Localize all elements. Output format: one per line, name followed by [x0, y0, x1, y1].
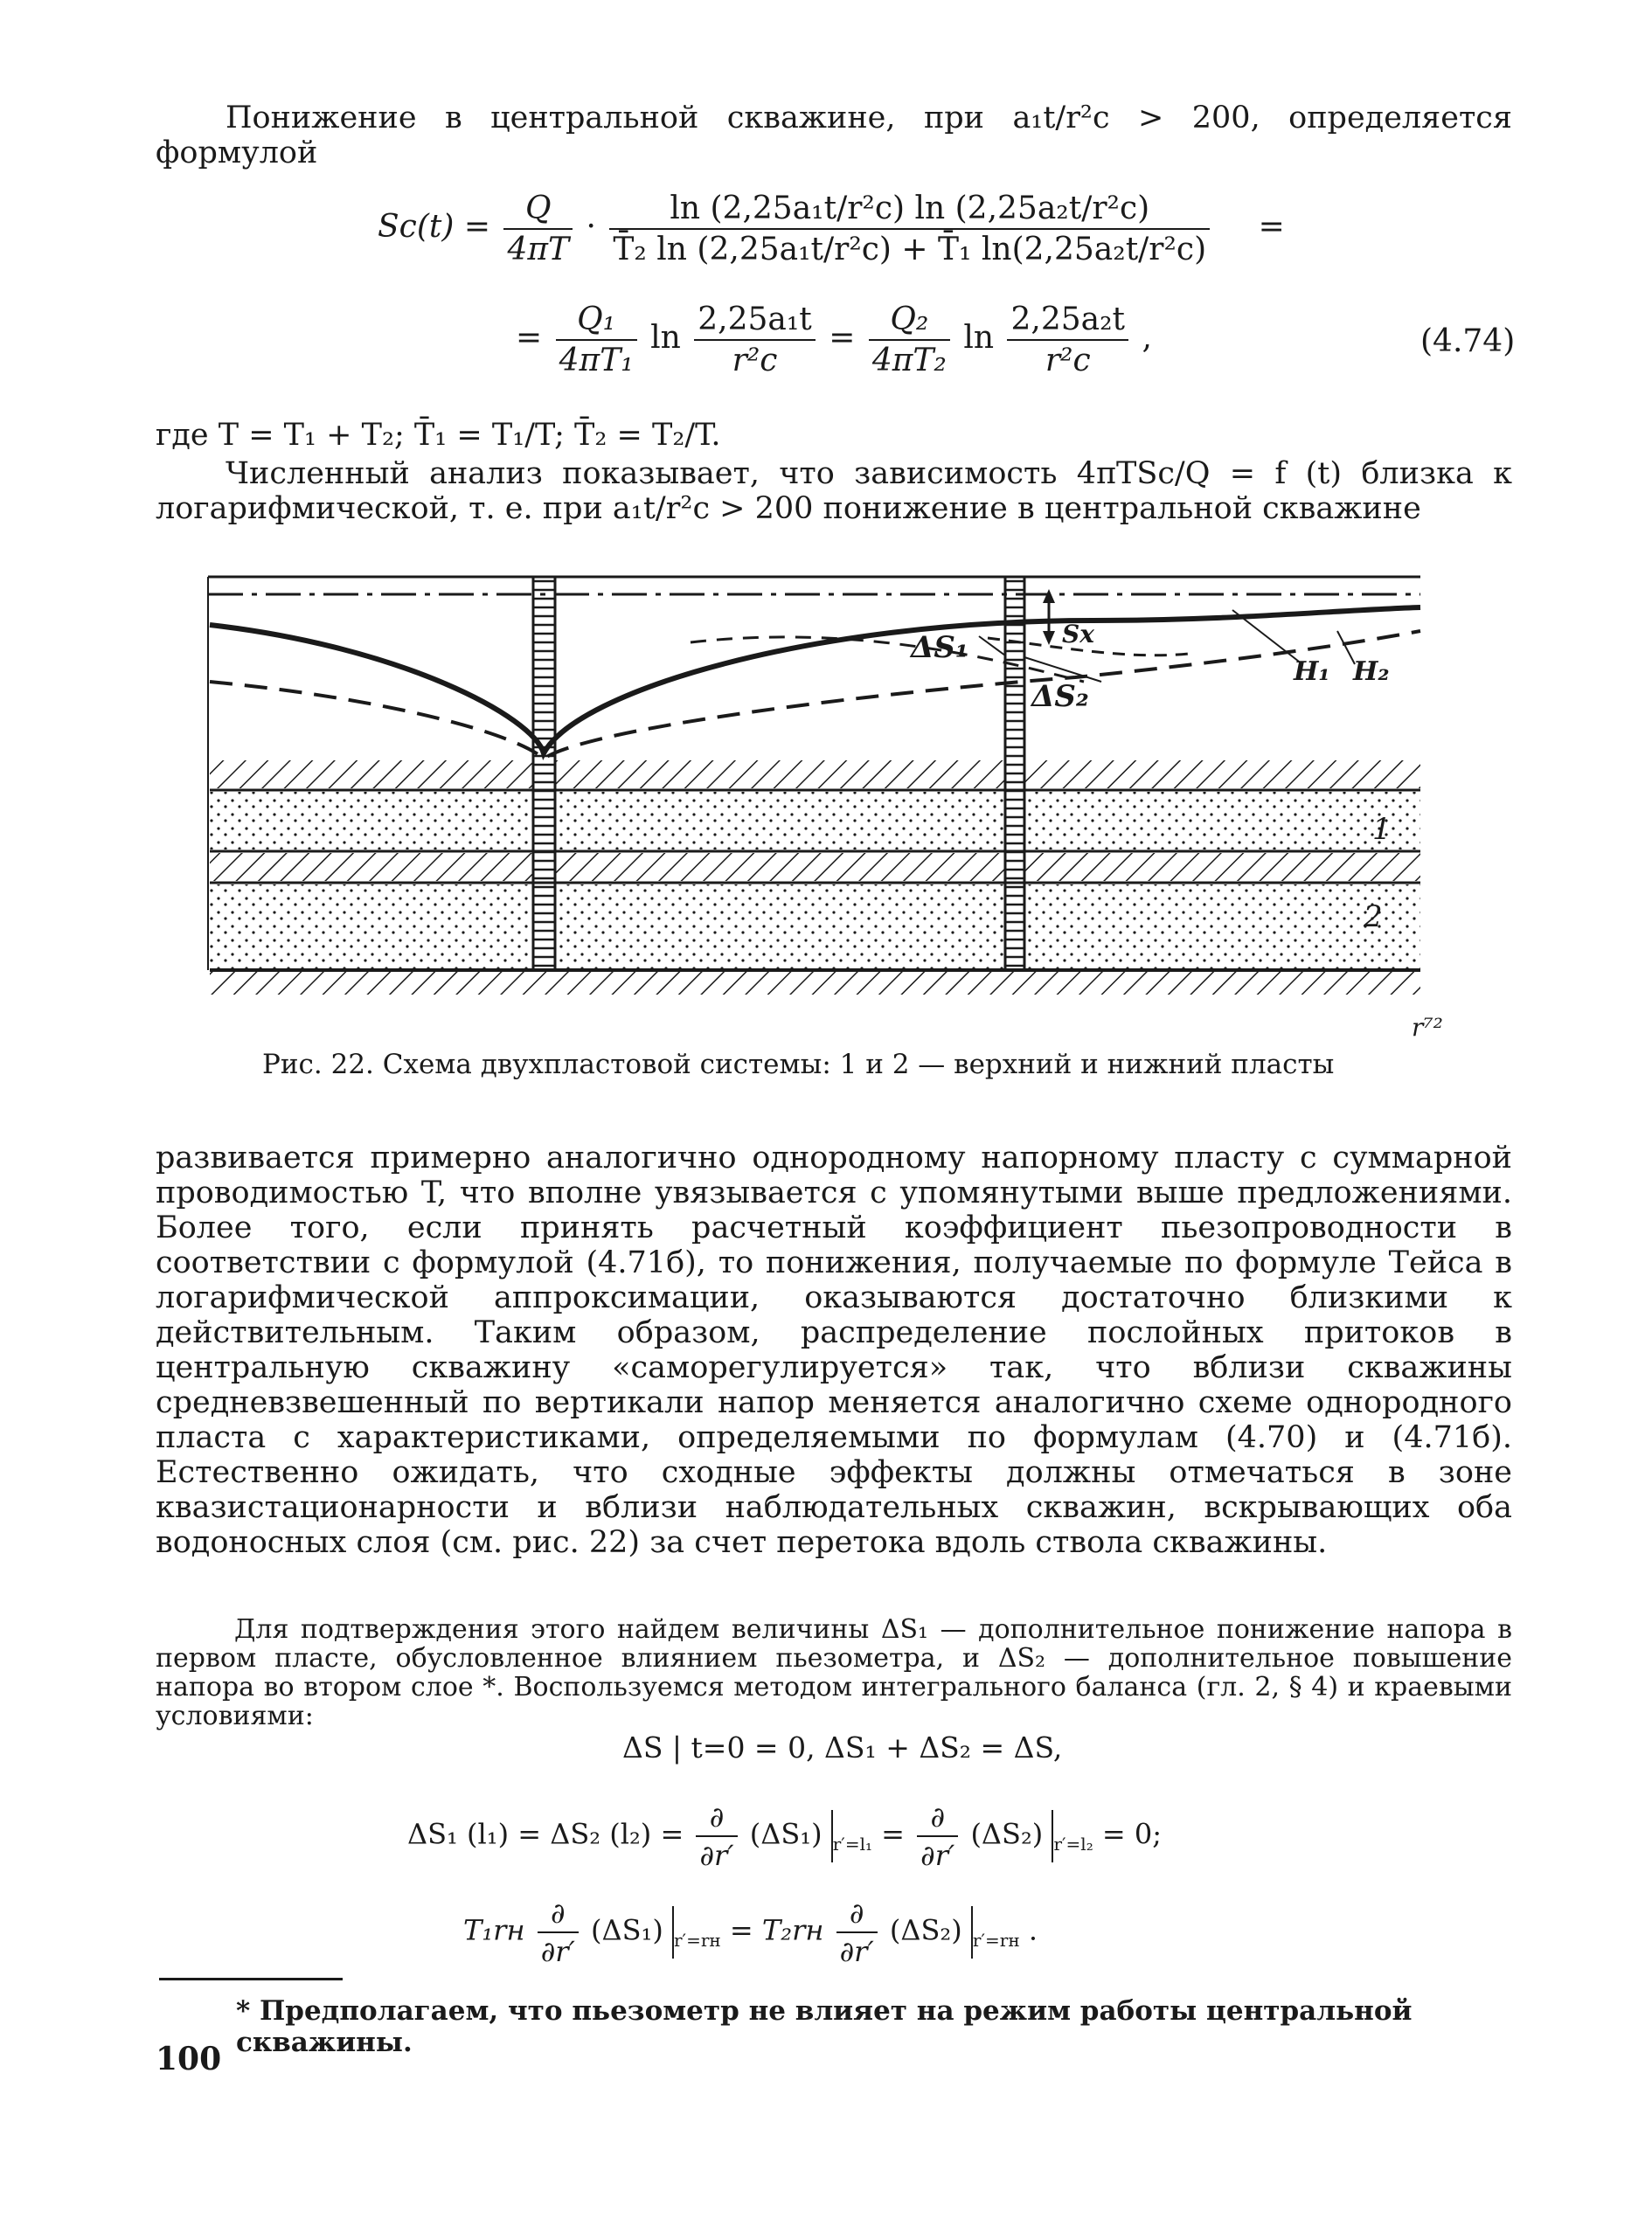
label-delta-s1: ΔS₁ [911, 630, 968, 665]
label-layer-1: 1 [1372, 812, 1392, 847]
eq-frac-q: $\frac{Q}{4\pi T}$ [503, 191, 573, 267]
figure-caption: Рис. 22. Схема двухпластовой системы: 1 и 2 — верхний и нижний пласты [262, 1049, 1335, 1080]
boundary-condition-2: ΔS₁ (l₁) = ΔS₂ (l₂) = $\frac{\partial}{\partial r'}$ (ΔS₁) $_{r'=l_1}$ = $\frac{\partial}{\partial r'}$ (ΔS₂) $_{r'=l_2}$ = 0; [407, 1800, 1163, 1872]
equation-4-74-line2: = $\frac{\text{Q₁}}{\text{4πT₁}}$ ln $\frac{\text{2,25a₁t}}{\text{r²c}}$ = $\frac{\text{Q₂}}{\text{4πT₂}}$ ln $\frac{\text{2,25a₂t}}{\text{r²c}}$ , [516, 302, 1152, 378]
eq-frac-a2: $\frac{\text{2,25a₂t}}{\text{r²c}}$ [1007, 302, 1128, 378]
boundary-condition-1: ΔS | t=0 = 0, ΔS₁ + ΔS₂ = ΔS, [622, 1730, 1063, 1765]
eq-frac-q2: $\frac{\text{Q₂}}{\text{4πT₂}}$ [869, 302, 950, 378]
label-h1: H₁ [1294, 656, 1330, 687]
layer-1 [210, 792, 533, 849]
eq-end: = [1258, 209, 1285, 245]
label-h2: H₂ [1353, 656, 1390, 687]
footnote-rule [159, 1978, 343, 1980]
eq-frac-q1: $\frac{\text{Q₁}}{\text{4πT₁}}$ [556, 302, 637, 378]
footnote: * Предполагаем, что пьезометр не влияет на режим работы центральной скважины. [236, 1995, 1413, 2058]
eq-frac-ln: $\frac{\text{ln (2,25a₁t/r²c) ln (2,25a₂t/r²c)}}{\text{T̄₂ ln (2,25a₁t/r²c) + T̄₁ ln(2,25a₂t/r²c)}}$ [609, 191, 1210, 267]
eq-frac-a1: $\frac{\text{2,25a₁t}}{\text{r²c}}$ [694, 302, 816, 378]
equation-number: (4.74) [1420, 323, 1516, 359]
label-corner: r⁷² [1412, 1013, 1443, 1042]
page-number: 100 [156, 2041, 222, 2077]
eq-lhs: Sc(t) = [378, 209, 490, 245]
numeric-paragraph: Численный анализ показывает, что зависимость 4πTSc/Q = f (t) близка к логарифмической, т. е. при a₁t/r²c > 200 понижение в центральной скважине [156, 456, 1513, 526]
layer-2 [210, 884, 533, 968]
figure-22-diagram [201, 559, 1477, 1057]
small-paragraph: Для подтверждения этого найдем величины ΔS₁ — дополнительное понижение напора в первом пласте, обусловленное влиянием пьезометра, и ΔS₂ — дополнительное повышение напора во втором слое *. Воспользуемся методом интегрального баланса (гл. 2, § 4) и краевыми условиями: [156, 1614, 1512, 1731]
label-sx: Sx [1062, 620, 1094, 648]
main-paragraph: развивается примерно аналогично однородному напорному пласту с суммарной проводимостью T, что вполне увязывается с упомянутыми выше предложениями. Более того, если принять расчетный коэффициент пьезопроводности в соответствии с формулой (4.71б), то понижения, получаемые по формуле Тейса в логарифмической аппроксимации, оказываются достаточно близкими к действительным. Таким образом, распределение послойных притоков в центральную скважину «саморегулируется» так, что вблизи скважины средневзвешенный по вертикали напор меняется аналогично схеме однородного пласта с характеристиками, определяемыми по формулам (4.70) и (4.71б). Естественно ожидать, что сходные эффекты должны отмечаться в зоне квазистационарности и вблизи наблюдательных скважин, вскрывающих оба водоносных слоя (см. рис. 22) за счет перетока вдоль ствола скважины. [156, 1141, 1512, 1560]
where-line: где T = T₁ + T₂; T̄₁ = T₁/T; T̄₂ = T₂/T. [156, 418, 721, 453]
equation-4-74-line1: Sc(t) = $\frac{Q}{4\pi T}$ · $\frac{\text{ln (2,25a₁t/r²c) ln (2,25a₂t/r²c)}}{\text{T̄₂ ln (2,25a₁t/r²c) + T̄₁ ln(2,25a₂t/r²c)}}$ = [378, 191, 1285, 267]
label-layer-2: 2 [1364, 899, 1383, 934]
central-well [533, 577, 555, 970]
boundary-condition-3: T₁rн $\frac{\partial}{\partial r'}$ (ΔS₁) $_{r'=rн}$ = T₂rн $\frac{\partial}{\partial r'}$ (ΔS₂) $_{r'=rн}$ . [463, 1897, 1038, 1968]
head-curve-h2 [210, 631, 1420, 759]
observation-well [1005, 577, 1024, 970]
intro-paragraph: Понижение в центральной скважине, при a₁t/r²c > 200, определяется формулой [156, 101, 1512, 170]
head-curve-h1 [210, 607, 1420, 753]
label-delta-s2: ΔS₂ [1031, 679, 1089, 714]
